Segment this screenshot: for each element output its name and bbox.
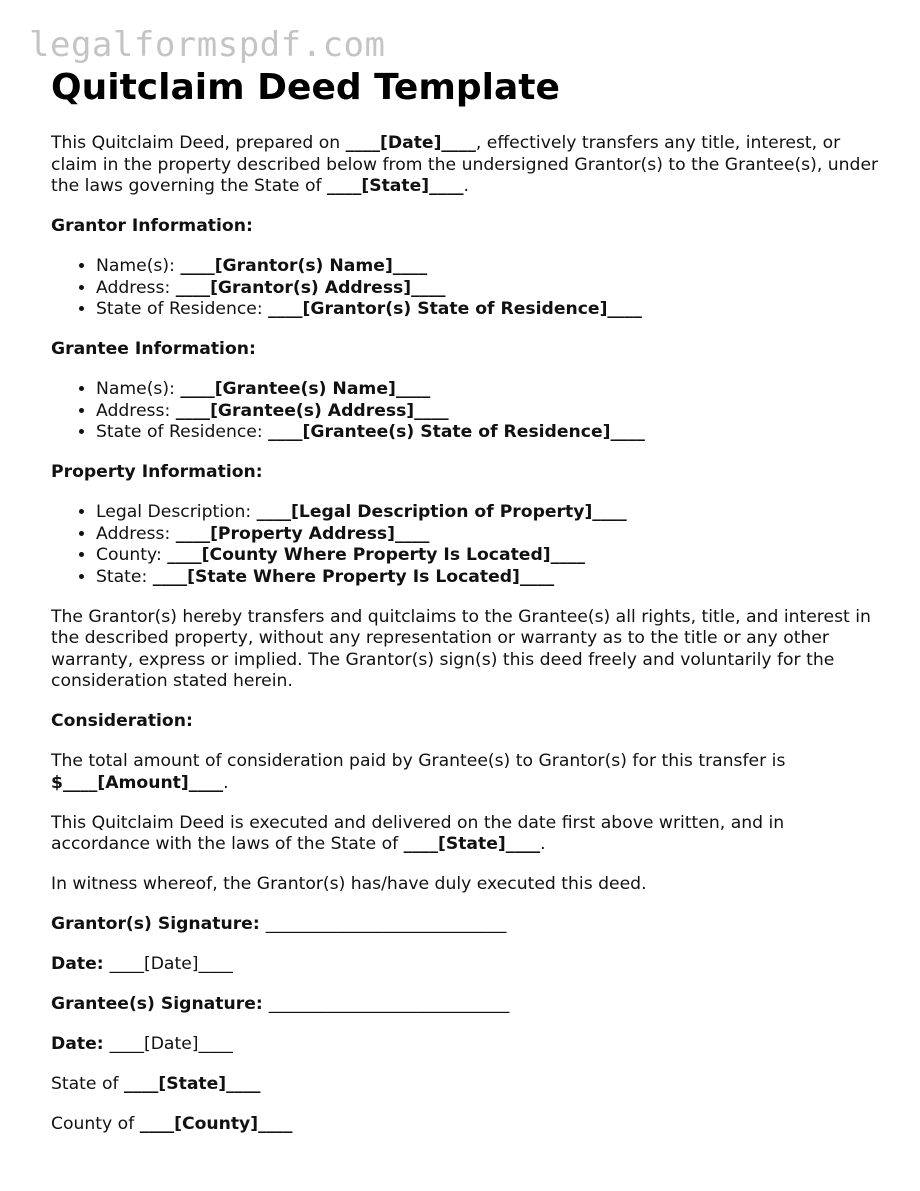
list-item: • Address: ____[Grantor(s) Address]____ — [96, 278, 881, 300]
grantee-list — [51, 379, 881, 444]
grantee-signature-blank: ____________________________ — [268, 994, 510, 1014]
county-of-line — [51, 1114, 881, 1136]
grantor-name-field: ____[Grantor(s) Name]____ — [180, 256, 428, 276]
grantee-heading: Grantee Information: — [51, 339, 256, 359]
grantor-date-field: ____[Date]____ — [109, 954, 233, 974]
list-item: • Name(s): ____[Grantee(s) Name]____ — [96, 379, 881, 401]
property-heading: Property Information: — [51, 462, 263, 482]
county-of-label: County of — [51, 1114, 140, 1134]
list-item: • County: ____[County Where Property Is Located]____ — [96, 545, 881, 567]
legal-description-field: ____[Legal Description of Property]____ — [256, 502, 627, 522]
property-state-field: ____[State Where Property Is Located]____ — [152, 566, 555, 587]
intro-paragraph — [51, 133, 881, 198]
grantor-signature-blank: ____________________________ — [265, 914, 507, 934]
execution-state-field: ____[State]____ — [403, 834, 541, 854]
grantor-heading: Grantor Information: — [51, 216, 253, 236]
state-of-line — [51, 1074, 881, 1096]
consideration-paragraph: The total amount of consideration paid by Grantee(s) to Grantor(s) for this transfer is $____[Amount]____. — [51, 751, 786, 793]
state-of-field: ____[State]____ — [124, 1074, 261, 1094]
grantee-signature-label: Grantee(s) Signature: — [51, 994, 269, 1014]
intro-state-field: ____[State]____ — [326, 176, 464, 196]
grantor-signature-label: Grantor(s) Signature: — [51, 914, 266, 934]
grantor-date-label: Date: — [51, 954, 110, 974]
list-item: • Address: ____[Property Address]____ — [96, 524, 881, 546]
grantee-date-label: Date: — [51, 1034, 110, 1054]
intro-text-1: This Quitclaim Deed, prepared on — [51, 133, 346, 153]
witness-paragraph: In witness whereof, the Grantor(s) has/have duly executed this deed. — [51, 874, 647, 894]
grantor-address-field: ____[Grantor(s) Address]____ — [175, 277, 446, 298]
list-item: • State of Residence: ____[Grantor(s) State of Residence]____ — [96, 299, 881, 321]
amount-field: $____[Amount]____ — [51, 772, 224, 793]
execution-paragraph: This Quitclaim Deed is executed and delivered on the date first above written, and in accordance with the laws of the State of ____[State]____. — [51, 812, 785, 854]
grantee-date-field: ____[Date]____ — [109, 1034, 233, 1054]
intro-date-field: ____[Date]____ — [345, 133, 476, 153]
county-of-field: ____[County]____ — [139, 1114, 293, 1134]
transfer-paragraph: The Grantor(s) hereby transfers and quitclaims to the Grantee(s) all rights, title, and interest in the described property, without any representation or warranty as to the title or any other warranty, express or implied. The Grantor(s) sign(s) this deed freely and voluntarily for the consideration stated herein. — [51, 606, 871, 691]
page-title: Quitclaim Deed Template — [51, 67, 560, 108]
grantee-state-field: ____[Grantee(s) State of Residence]____ — [268, 422, 645, 442]
watermark-logo: legalformspdf.com — [29, 25, 386, 65]
grantor-state-field: ____[Grantor(s) State of Residence]____ — [268, 299, 642, 319]
grantor-list — [51, 256, 881, 321]
state-of-label: State of — [51, 1074, 124, 1094]
property-address-field: ____[Property Address]____ — [175, 523, 430, 544]
intro-text-3: . — [463, 176, 469, 196]
list-item: • Name(s): ____[Grantor(s) Name]____ — [96, 256, 881, 278]
grantee-signature-line — [51, 994, 881, 1016]
property-list — [51, 502, 881, 588]
grantor-signature-line — [51, 914, 881, 936]
grantor-date-line — [51, 954, 881, 976]
deed-body — [51, 133, 881, 1154]
grantee-address-field: ____[Grantee(s) Address]____ — [175, 400, 449, 421]
list-item: • State: ____[State Where Property Is Located]____ — [96, 567, 881, 589]
list-item: • Address: ____[Grantee(s) Address]____ — [96, 401, 881, 423]
grantee-name-field: ____[Grantee(s) Name]____ — [180, 379, 431, 399]
consideration-heading: Consideration: — [51, 711, 193, 731]
property-county-field: ____[County Where Property Is Located]____ — [167, 545, 585, 565]
grantee-date-line — [51, 1034, 881, 1056]
list-item: • Legal Description: ____[Legal Description of Property]____ — [96, 502, 881, 524]
intro-text-2: , effectively transfers any title, interest, or claim in the property described below from the undersigned Grantor(s) to the Grantee(s), under the laws governing the State of — [51, 133, 879, 196]
list-item: • State of Residence: ____[Grantee(s) State of Residence]____ — [96, 422, 881, 444]
